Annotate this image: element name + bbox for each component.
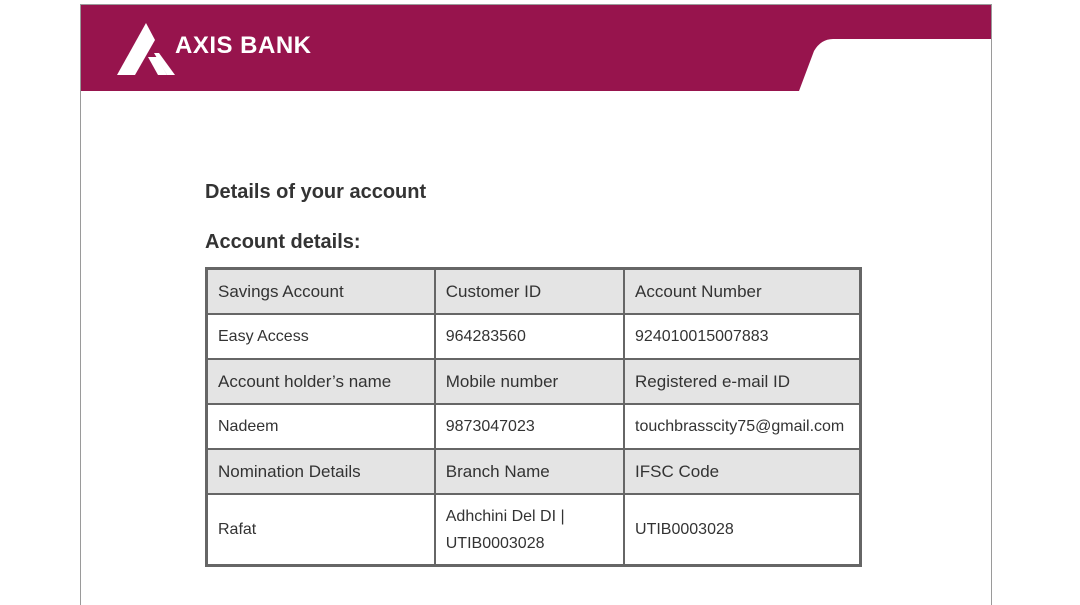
table-row [207,404,860,449]
statement-page [80,4,992,605]
table-cell: Mobile number [435,359,624,404]
axis-logo-icon [117,23,175,75]
table-cell: touchbrasscity75@gmail.com [624,404,860,449]
table-cell: Nadeem [207,404,435,449]
table-cell: Account holder’s name [207,359,435,404]
table-row [207,269,860,314]
table-cell: 9873047023 [435,404,624,449]
table-cell: Rafat [207,494,435,565]
table-cell: Branch Name [435,449,624,494]
table-cell: Account Number [624,269,860,314]
table-row [207,449,860,494]
account-details-table [205,267,862,567]
table-cell: Savings Account [207,269,435,314]
page-title: Details of your account [205,181,427,203]
table-cell: UTIB0003028 [624,494,860,565]
table-row [207,494,860,565]
brand-name: AXIS BANK [175,32,312,59]
table-cell: 924010015007883 [624,314,860,359]
table-cell [435,494,624,565]
table-cell: IFSC Code [624,449,860,494]
table-cell: Customer ID [435,269,624,314]
table-row [207,359,860,404]
section-subtitle: Account details: [205,231,361,253]
header-banner [81,5,991,91]
table-cell: 964283560 [435,314,624,359]
table-cell: Easy Access [207,314,435,359]
table-cell: Registered e-mail ID [624,359,860,404]
branch-name-line: Adhchini Del DI | [445,507,565,525]
table-cell: Nomination Details [207,449,435,494]
branch-code-line: UTIB0003028 [445,534,545,552]
table-row [207,314,860,359]
